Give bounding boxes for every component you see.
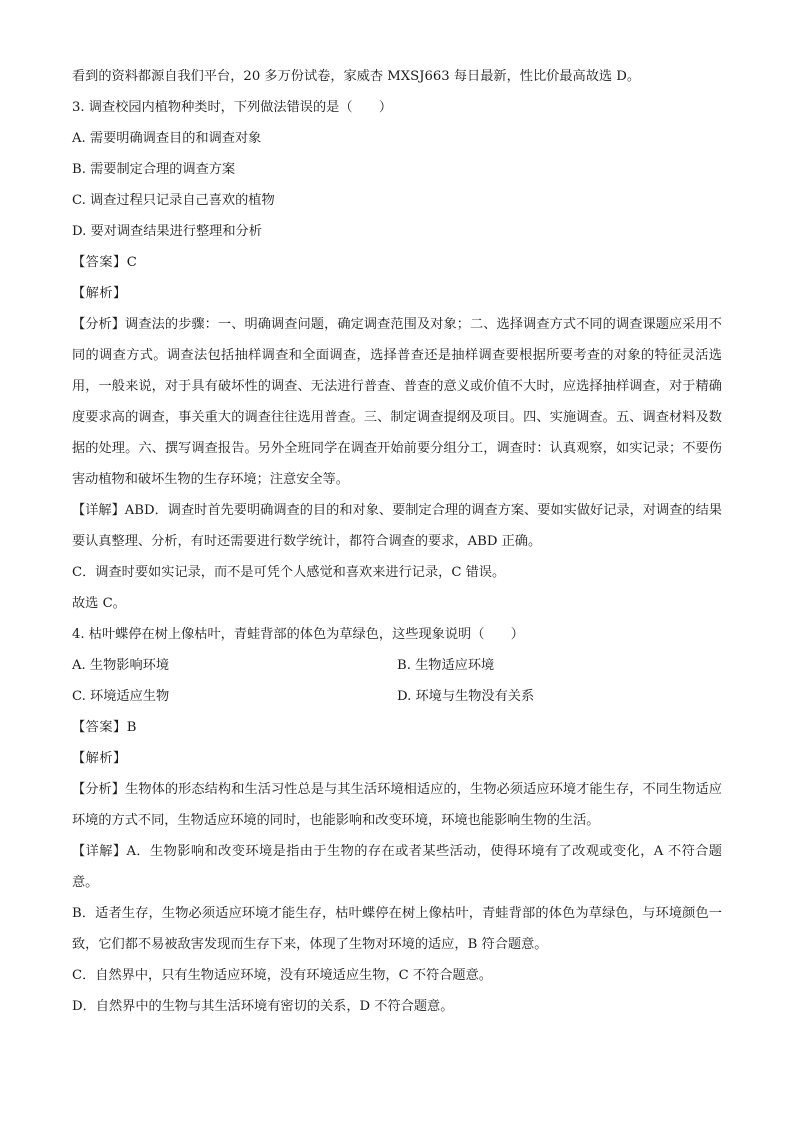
q3-option-d: D. 要对调查结果进行整理和分析 [72,224,262,239]
q4-option-d: D. 环境与生物没有关系 [397,689,535,704]
intro-text: 看到的资料都源自我们平台，20 多万份试卷，家威杏 MXSJ663 每日最新，性比价最高故选 D。 [72,69,641,84]
q4-detail-b: B．适者生存，生物必须适应环境才能生存，枯叶蝶停在树上像枯叶，青蛙背部的体色为草绿色，与环境颜色一致，它们都不易被敌害发现而生存下来，体现了生物对环境的适应，B 符合题意。 [72,906,722,952]
q3-option-b: B. 需要制定合理的调查方案 [72,162,236,177]
q4-option-c: C. 环境适应生物 [72,689,170,704]
q4-jiexi-label: 【解析】 [72,751,127,766]
q4-options-row-2 [72,681,722,712]
q3-option-c: C. 调查过程只记录自己喜欢的植物 [72,193,275,208]
q3-detail: 【详解】ABD．调查时首先要明确调查的目的和对象、要制定合理的调查方案、要如实做好记录，对调查的结果要认真整理、分析，有时还需要进行数学统计，都符合调查的要求，ABD 正确。 [72,503,722,549]
q4-option-a: A. 生物影响环境 [72,658,170,673]
document-page [72,61,722,1022]
q4-stem: 4. 枯叶蝶停在树上像枯叶，青蛙背部的体色为草绿色，这些现象说明（ ） [72,627,524,642]
q4-option-b: B. 生物适应环境 [397,658,495,673]
q4-detail-c: C．自然界中，只有生物适应环境，没有环境适应生物，C 不符合题意。 [72,968,492,983]
q4-options-row-1 [72,650,722,681]
q4-detail-a: 【详解】A．生物影响和改变环境是指由于生物的存在或者某些活动，使得环境有了改观或变化，A 不符合题意。 [72,844,722,890]
q3-conclusion: 故选 C。 [72,596,126,611]
q4-answer: 【答案】B [72,720,137,735]
q3-analysis: 【分析】调查法的步骤：一、明确调查问题，确定调查范围及对象；二、选择调查方式不同的调查课题应采用不同的调查方式。调查法包括抽样调查和全面调查，选择普查还是抽样调查要根据所要考查的对象的特征灵活选用，一般来说，对于具有破坏性的调查、无法进行普查、普查的意义或价值不大时，应选择抽样调查，对于精确度要求高的调查，事关重大的调查往往选用普查。三、制定调查提纲及项目。四、实施调查。五、调查材料及数据的处理。六、撰写调查报告。另外全班同学在调查开始前要分组分工，调查时：认真观察，如实记录；不要伤害动植物和破坏生物的生存环境；注意安全等。 [72,317,722,487]
q3-jiexi-label: 【解析】 [72,286,127,301]
q4-detail-d: D．自然界中的生物与其生活环境有密切的关系，D 不符合题意。 [72,999,454,1014]
q4-analysis: 【分析】生物体的形态结构和生活习性总是与其生活环境相适应的，生物必须适应环境才能生存，不同生物适应环境的方式不同，生物适应环境的同时，也能影响和改变环境，环境也能影响生物的生活。 [72,782,722,828]
q3-stem: 3. 调查校园内植物种类时，下列做法错误的是（ ） [72,100,393,115]
q3-detail-c: C．调查时要如实记录，而不是可凭个人感觉和喜欢来进行记录，C 错误。 [72,565,506,580]
q3-option-a: A. 需要明确调查目的和调查对象 [72,131,262,146]
q3-answer: 【答案】C [72,255,138,270]
